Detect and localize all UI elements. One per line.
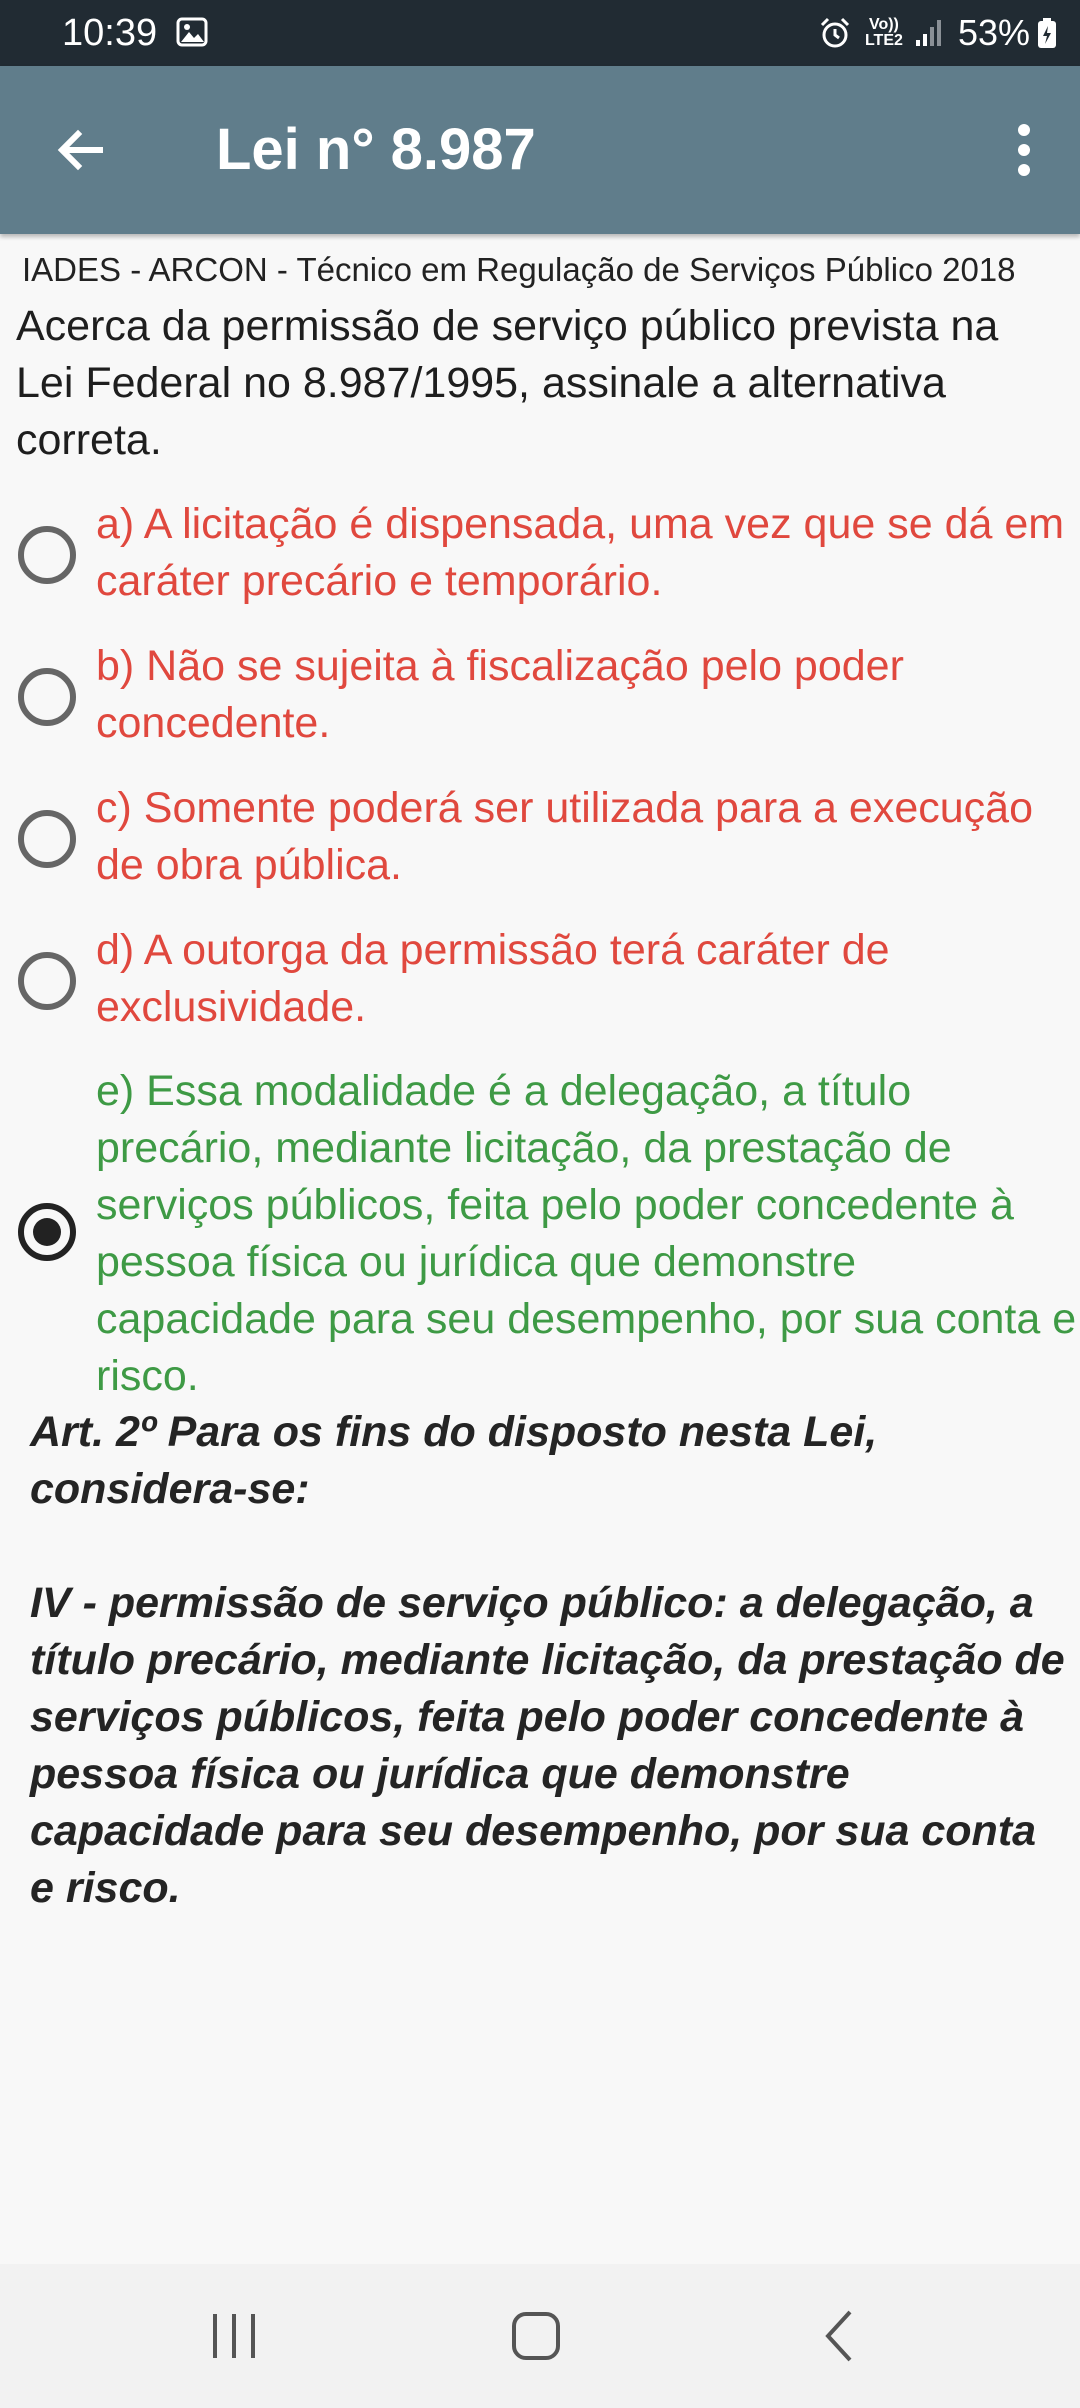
option-a[interactable] [0,492,1080,612]
question-text: Acerca da permissão de serviço público prevista na Lei Federal no 8.987/1995, assinale a alternativa correta. [16,302,999,464]
status-time: 10:39 [62,12,158,54]
option-label: c) Somente poderá ser utilizada para a execução de obra pública. [96,784,1033,889]
explanation-body: IV - permissão de serviço público: a delegação, a título precário, mediante licitação, da prestação de serviços públicos, feita pelo poder concedente à pessoa física ou jurídica que demonstre capacidade para seu desempenho, por sua conta e risco. [30,1579,1065,1912]
recent-apps-button[interactable] [184,2286,284,2386]
radio-button[interactable] [18,952,76,1010]
status-icons [818,10,1058,56]
gallery-icon [176,17,208,47]
system-nav-bar [0,2264,1080,2408]
recent-apps-icon [209,2312,259,2360]
radio-button[interactable] [18,810,76,868]
battery-icon [1036,17,1058,49]
option-label: a) A licitação é dispensada, uma vez que se dá em caráter precário e temporário. [96,500,1065,605]
home-button[interactable] [486,2286,586,2386]
radio-button-selected[interactable] [18,1203,76,1261]
alarm-icon [818,16,852,50]
option-c[interactable] [0,776,1080,896]
overflow-menu-button[interactable] [992,110,1056,190]
app-bar [0,66,1080,234]
option-label: d) A outorga da permissão terá caráter de exclusividade. [96,926,890,1031]
explanation [30,1404,1070,1917]
radio-button[interactable] [18,526,76,584]
back-arrow-icon [52,122,108,178]
signal-icon [914,18,944,48]
option-d[interactable] [0,918,1080,1038]
overflow-menu-icon [1016,124,1032,176]
battery-percentage: 53% [957,12,1030,53]
option-label: b) Não se sujeita à fiscalização pelo poder concedente. [96,642,904,747]
status-bar [0,0,1080,66]
nav-back-button[interactable] [790,2286,890,2386]
back-button[interactable] [40,110,120,190]
option-label: e) Essa modalidade é a delegação, a título precário, mediante licitação, da prestação de serviços públicos, feita pelo poder concedente à pessoa física ou jurídica que demonstre capacidade para seu desempenho, por sua conta e risco. [96,1067,1077,1400]
back-icon [820,2308,860,2364]
network-label: Vo)) LTE2 [864,16,903,49]
explanation-gap [30,1518,1070,1575]
question-source: IADES - ARCON - Técnico em Regulação de Serviços Público 2018 [22,251,1016,288]
radio-button[interactable] [18,668,76,726]
page-title: Lei n° 8.987 [216,117,536,182]
option-b[interactable] [0,634,1080,754]
home-icon [510,2310,562,2362]
explanation-heading: Art. 2º Para os fins do disposto nesta Lei, considera-se: [30,1408,878,1513]
option-e[interactable] [0,1061,1080,1403]
